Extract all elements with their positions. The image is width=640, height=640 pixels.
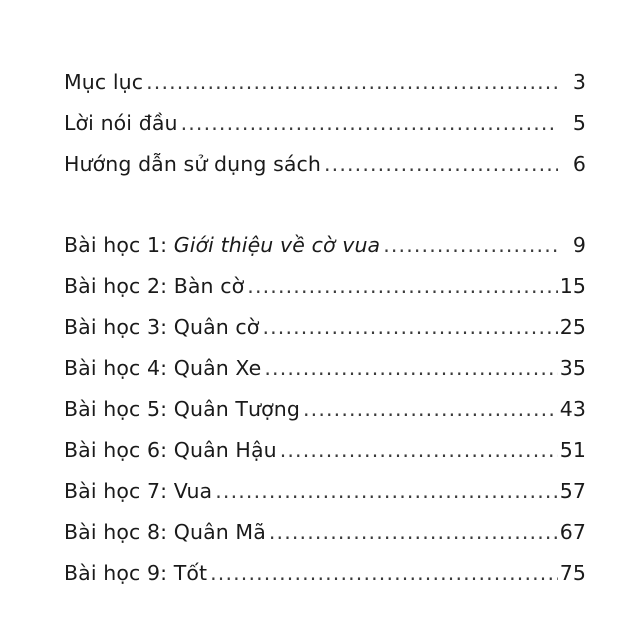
toc-entry-topic: Quân cờ [173, 315, 260, 339]
toc-entry-title [64, 225, 380, 266]
toc-entry-page-number: 67 [559, 520, 586, 544]
toc-entry-page-number: 35 [559, 356, 586, 380]
toc-entry-topic: Quân Xe [173, 356, 262, 380]
toc-entry-title [64, 553, 207, 594]
toc-entry-title [64, 103, 178, 144]
dot-leader [247, 276, 557, 297]
toc-entry-label: Bài học 2: [64, 274, 174, 298]
dot-leader [269, 522, 558, 543]
dot-leader [383, 235, 558, 256]
table-of-contents [64, 62, 586, 594]
toc-entry-page-number: 57 [559, 479, 586, 503]
toc-entry-topic: Giới thiệu về cờ vua [173, 233, 381, 257]
toc-entry[interactable] [64, 266, 586, 307]
toc-entry[interactable] [64, 430, 586, 471]
dot-leader [146, 72, 558, 93]
toc-group-front-matter [64, 62, 586, 185]
toc-entry-label: Bài học 6: [64, 438, 174, 462]
toc-entry[interactable] [64, 512, 586, 553]
toc-entry-label: Lời nói đầu [64, 111, 178, 135]
toc-entry[interactable] [64, 62, 586, 103]
toc-entry-topic: Quân Hậu [173, 438, 277, 462]
toc-entry-topic: Tốt [173, 561, 208, 585]
dot-leader [303, 399, 558, 420]
toc-entry-title [64, 471, 212, 512]
toc-entry-title [64, 512, 266, 553]
toc-entry-label: Bài học 5: [64, 397, 174, 421]
toc-entry[interactable] [64, 144, 586, 185]
toc-entry-title [64, 389, 300, 430]
toc-entry-label: Bài học 8: [64, 520, 174, 544]
toc-entry[interactable] [64, 225, 586, 266]
toc-entry-label: Bài học 9: [64, 561, 174, 585]
toc-entry-title [64, 430, 277, 471]
toc-entry-label: Mục lục [64, 70, 144, 94]
toc-entry-label: Bài học 4: [64, 356, 174, 380]
dot-leader [181, 113, 558, 134]
dot-leader [262, 317, 557, 338]
toc-entry-topic: Quân Mã [173, 520, 266, 544]
toc-entry-page-number: 75 [559, 561, 586, 585]
toc-entry-label: Bài học 1: [64, 233, 174, 257]
toc-group-lessons [64, 225, 586, 594]
toc-entry-title [64, 266, 244, 307]
toc-entry-topic: Quân Tượng [173, 397, 300, 421]
dot-leader [210, 563, 558, 584]
toc-entry-page-number: 5 [572, 111, 586, 135]
toc-entry[interactable] [64, 553, 586, 594]
toc-entry-title [64, 348, 261, 389]
toc-entry[interactable] [64, 471, 586, 512]
toc-entry-page-number: 15 [559, 274, 586, 298]
toc-entry-title [64, 144, 321, 185]
toc-entry-topic: Vua [173, 479, 213, 503]
toc-entry[interactable] [64, 103, 586, 144]
toc-entry-topic: Bàn cờ [173, 274, 245, 298]
dot-leader [280, 440, 558, 461]
toc-entry[interactable] [64, 307, 586, 348]
toc-entry-title [64, 307, 259, 348]
toc-entry-page-number: 3 [572, 70, 586, 94]
toc-entry-title [64, 62, 143, 103]
toc-entry-label: Hướng dẫn sử dụng sách [64, 152, 321, 176]
toc-entry-label: Bài học 7: [64, 479, 174, 503]
toc-entry-page-number: 25 [559, 315, 586, 339]
dot-leader [264, 358, 557, 379]
toc-entry-page-number: 9 [572, 233, 586, 257]
toc-entry-page-number: 51 [559, 438, 586, 462]
toc-entry[interactable] [64, 348, 586, 389]
dot-leader [215, 481, 557, 502]
dot-leader [324, 154, 558, 175]
toc-entry-page-number: 43 [559, 397, 586, 421]
toc-entry[interactable] [64, 389, 586, 430]
toc-entry-label: Bài học 3: [64, 315, 174, 339]
toc-entry-page-number: 6 [572, 152, 586, 176]
